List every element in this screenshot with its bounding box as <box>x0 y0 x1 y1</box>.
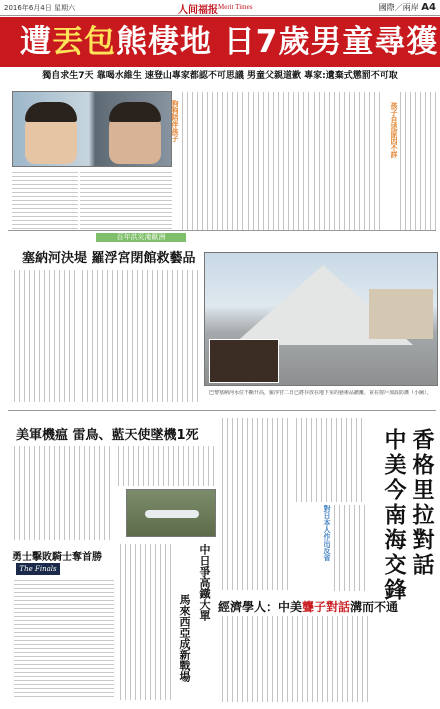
finals-story-text <box>14 580 114 700</box>
section-divider <box>8 230 436 231</box>
lead-headline-part3: 熊棲地 日7歲男童尋獲 <box>116 24 439 60</box>
newspaper-logo: 人间福报 <box>178 5 218 16</box>
lead-story-column-1 <box>80 172 172 230</box>
newspaper-logo-english: Merit Times <box>218 3 253 11</box>
dialogue-story-column-3 <box>334 505 368 591</box>
section-label <box>379 2 436 13</box>
louvre-photo-caption: 巴黎塞納河水位不斷升高，羅浮宮二日已將存放在地下室的藝術品撤離，並在窗戶加設防護（小圖）。 <box>209 390 432 396</box>
finals-logo: The Finals <box>16 563 60 575</box>
lead-headline-highlight: 丟包 <box>52 24 116 60</box>
lead-story-column-5 <box>400 92 436 230</box>
seine-headline: 塞納河決堤 羅浮宮閉館救藝品 <box>22 251 196 266</box>
jet-crash-photo <box>126 489 216 537</box>
malaysia-headline: 馬來西亞成新戰場 <box>178 594 191 682</box>
page-number: A4 <box>421 2 436 13</box>
economist-headline-suffix: 溝而不通 <box>350 600 399 614</box>
lead-story-column-2 <box>182 92 244 230</box>
economist-headline-prefix: 經濟學人：中美 <box>218 600 303 614</box>
shangri-la-headline: 香格里拉對話 <box>409 428 434 578</box>
seine-story-column-3 <box>142 270 200 402</box>
reader-side-label: 對日本人作出反省 <box>323 505 331 561</box>
lead-subheadline: 獨自求生7天 靠喝水維生 速登山專家都認不可思議 男童父親道歉 專家:遺棄式懲罰不可取 <box>42 71 398 81</box>
south-china-sea-headline: 中美今南海交鋒 <box>381 428 406 603</box>
jet-wreck <box>145 510 199 518</box>
lead-story-column-3 <box>248 92 310 230</box>
lead-headline-part1: 遭 <box>20 24 52 60</box>
rail-story-text <box>120 544 174 700</box>
louvre-photo <box>204 252 438 386</box>
louvre-palace <box>369 289 433 339</box>
bear-side-label: 孩子自述原因不詳 <box>390 102 398 158</box>
section-divider-2 <box>8 410 436 411</box>
jet-story-column-1 <box>14 446 114 540</box>
dialogue-story-column-1 <box>222 418 292 590</box>
flood-tag-label: 百年洪災淹歐洲 <box>116 233 166 241</box>
economist-story-text <box>222 616 372 702</box>
lead-story-column-4 <box>314 92 380 230</box>
kids-side-label: 狗狗陪伴孩子 <box>171 100 179 142</box>
economist-headline <box>218 598 398 615</box>
seine-story-column-2 <box>82 270 138 402</box>
finals-headline: 勇士擊敗騎士奪首勝 <box>12 552 102 563</box>
section-name: 國際／兩岸 <box>378 3 419 12</box>
photo-caption-text <box>12 172 78 230</box>
seine-story-column-1 <box>14 270 78 402</box>
boy-face-photo <box>25 102 77 164</box>
issue-date: 2016年6月4日 星期六 <box>4 4 75 12</box>
china-japan-rail-headline: 中日爭高鐵大單 <box>198 544 211 621</box>
artwork-inset-photo <box>209 339 279 383</box>
lead-headline <box>20 22 438 62</box>
jet-story-column-2 <box>118 446 218 486</box>
jet-crash-headline: 美軍機瘟 雷鳥、藍天使墜機1死 <box>16 428 199 443</box>
economist-headline-highlight: 聾子對話 <box>302 600 351 614</box>
dialogue-story-column-2 <box>296 418 366 502</box>
father-face-photo <box>109 102 161 164</box>
boy-photo <box>12 91 172 167</box>
